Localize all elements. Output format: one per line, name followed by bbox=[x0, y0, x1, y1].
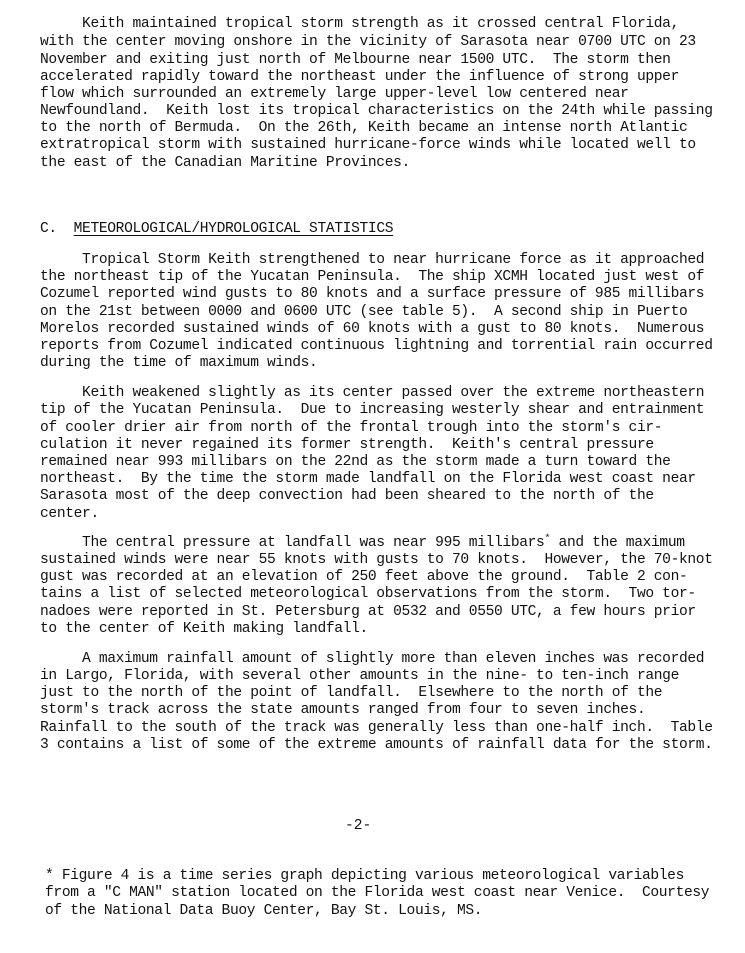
text-line: northeast. By the time the storm made landfall on the Florida west coast near bbox=[40, 471, 696, 487]
text-line: remained near 993 millibars on the 22nd as the storm made a turn toward the bbox=[40, 454, 671, 470]
text-line: Morelos recorded sustained winds of 60 knots with a gust to 80 knots. Numerous bbox=[40, 321, 705, 337]
section-title: METEOROLOGICAL/HYDROLOGICAL STATISTICS bbox=[73, 221, 394, 237]
text-line: culation it never regained its former strength. Keith's central pressure bbox=[40, 437, 654, 453]
text-line: Cozumel reported wind gusts to 80 knots and a surface pressure of 985 millibars bbox=[40, 286, 705, 302]
text-line: November and exiting just north of Melbourne near 1500 UTC. The storm then bbox=[40, 52, 671, 68]
text-line: Keith maintained tropical storm strength as it crossed central Florida, bbox=[40, 16, 679, 32]
page-number: -2- bbox=[345, 818, 372, 834]
text-line: Tropical Storm Keith strengthened to near hurricane force as it approached bbox=[40, 252, 705, 268]
text-line: Rainfall to the south of the track was generally less than one-half inch. Table bbox=[40, 720, 713, 736]
text-line: A maximum rainfall amount of slightly more than eleven inches was recorded bbox=[40, 651, 705, 667]
text-line: extratropical storm with sustained hurricane-force winds while located well to bbox=[40, 137, 696, 153]
footnote-line: of the National Data Buoy Center, Bay St. Louis, MS. bbox=[45, 903, 483, 919]
text-line: accelerated rapidly toward the northeast under the influence of strong upper bbox=[40, 69, 679, 85]
text-line: 3 contains a list of some of the extreme amounts of rainfall data for the storm. bbox=[40, 737, 713, 753]
section-heading bbox=[40, 221, 393, 237]
text-line: flow which surrounded an extremely large upper-level low centered near bbox=[40, 86, 629, 102]
text-line: Keith weakened slightly as its center passed over the extreme northeastern bbox=[40, 385, 705, 401]
footnote-line: from a "C MAN" station located on the Florida west coast near Venice. Courtesy bbox=[45, 885, 710, 901]
text-line: the east of the Canadian Maritine Provinces. bbox=[40, 155, 410, 171]
section-letter: C. bbox=[40, 221, 74, 237]
text-line: just to the north of the point of landfall. Elsewhere to the north of the bbox=[40, 685, 663, 701]
footnote-line: * Figure 4 is a time series graph depicting various meteorological variables bbox=[45, 868, 684, 884]
text-line: reports from Cozumel indicated continuous lightning and torrential rain occurred bbox=[40, 338, 713, 354]
text-line: during the time of maximum winds. bbox=[40, 355, 318, 371]
text-line: gust was recorded at an elevation of 250 feet above the ground. Table 2 con- bbox=[40, 569, 688, 585]
text-line: on the 21st between 0000 and 0600 UTC (see table 5). A second ship in Puerto bbox=[40, 304, 688, 320]
text-line: nadoes were reported in St. Petersburg at 0532 and 0550 UTC, a few hours prior bbox=[40, 604, 696, 620]
text-line: storm's track across the state amounts ranged from four to seven inches. bbox=[40, 702, 646, 718]
text-line: sustained winds were near 55 knots with gusts to 70 knots. However, the 70-knot bbox=[40, 552, 713, 568]
text-line bbox=[40, 535, 685, 552]
text-line: center. bbox=[40, 506, 99, 522]
text-line: the northeast tip of the Yucatan Peninsula. The ship XCMH located just west of bbox=[40, 269, 705, 285]
text-line: to the north of Bermuda. On the 26th, Keith became an intense north Atlantic bbox=[40, 120, 688, 136]
text-line: tains a list of selected meteorological observations from the storm. Two tor- bbox=[40, 586, 696, 602]
text-line: with the center moving onshore in the vicinity of Sarasota near 0700 UTC on 23 bbox=[40, 34, 696, 50]
text-line: of cooler drier air from north of the frontal trough into the storm's cir- bbox=[40, 420, 663, 436]
text-line: in Largo, Florida, with several other amounts in the nine- to ten-inch range bbox=[40, 668, 679, 684]
text-run: The central pressure at landfall was near 995 millibars bbox=[40, 535, 545, 551]
text-line: Newfoundland. Keith lost its tropical characteristics on the 24th while passing bbox=[40, 103, 713, 119]
text-line: Sarasota most of the deep convection had been sheared to the north of the bbox=[40, 488, 654, 504]
text-run: and the maximum bbox=[550, 535, 685, 551]
footnote-marker: * bbox=[544, 534, 551, 545]
text-line: tip of the Yucatan Peninsula. Due to increasing westerly shear and entrainment bbox=[40, 402, 705, 418]
text-line: to the center of Keith making landfall. bbox=[40, 621, 368, 637]
